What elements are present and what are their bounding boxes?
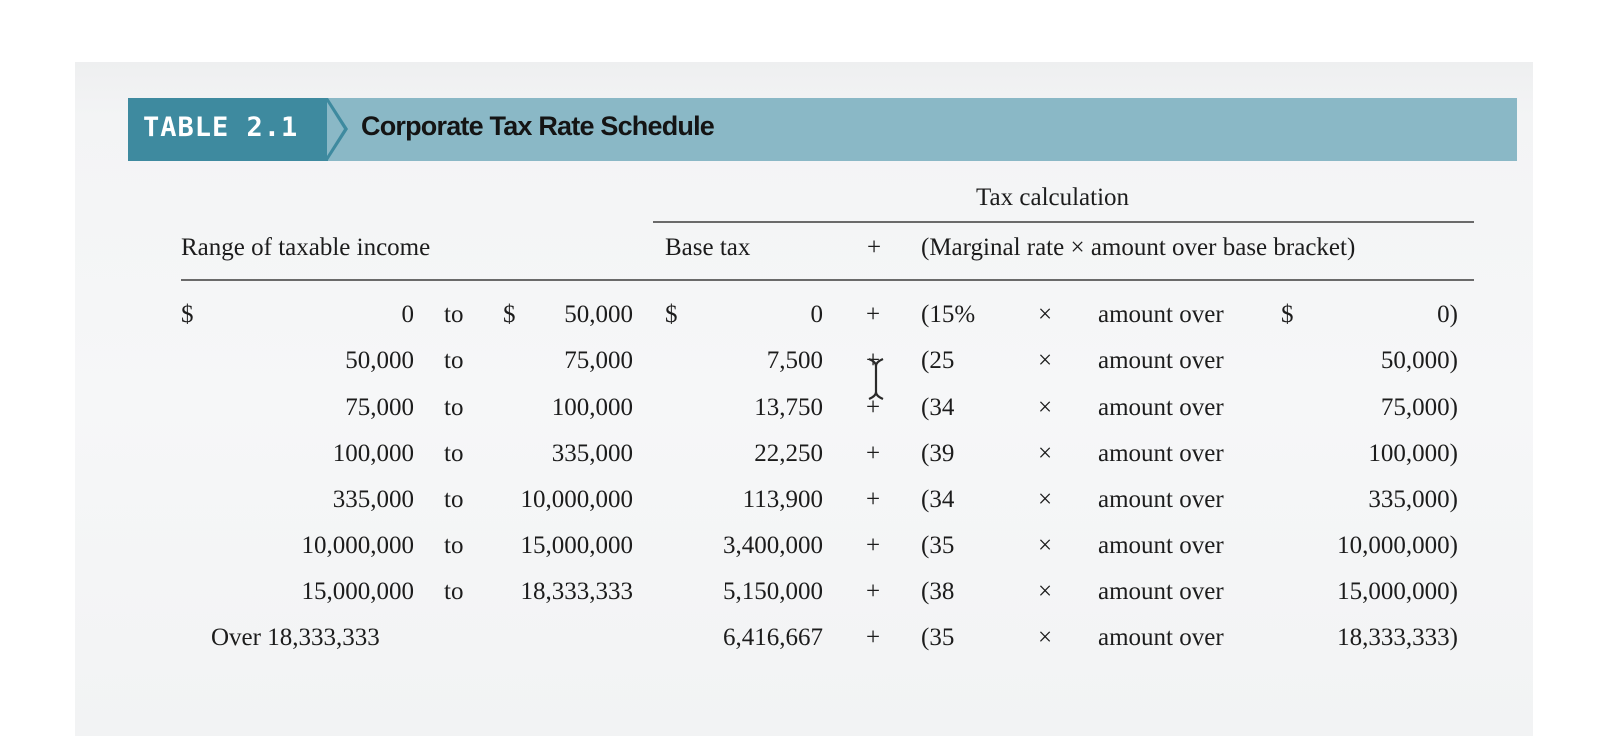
plus-sign: + xyxy=(865,624,881,651)
base-tax-value: 7,500 xyxy=(766,347,823,374)
times-sign: × xyxy=(1037,578,1053,605)
currency-sign: $ xyxy=(1281,301,1294,328)
base-tax-value: 0 xyxy=(810,301,823,328)
plus-sign: + xyxy=(865,347,881,374)
range-to-word: to xyxy=(444,440,464,467)
table-number: TABLE 2.1 xyxy=(143,112,299,143)
bracket-threshold: 50,000) xyxy=(1380,347,1458,374)
times-sign: × xyxy=(1037,301,1053,328)
income-lower-bound: 335,000 xyxy=(332,486,414,513)
income-upper-bound: 10,000,000 xyxy=(520,486,633,513)
income-lower-bound: 15,000,000 xyxy=(301,578,414,605)
income-lower-bound: Over 18,333,333 xyxy=(211,624,380,651)
base-tax-value: 113,900 xyxy=(742,486,823,513)
range-to-word: to xyxy=(444,578,464,605)
bracket-threshold: 18,333,333) xyxy=(1337,624,1458,651)
range-to-word: to xyxy=(444,532,464,559)
income-lower-bound: 75,000 xyxy=(345,394,414,421)
bracket-threshold: 0) xyxy=(1437,301,1458,328)
amount-over-text: amount over xyxy=(1098,624,1224,651)
range-to-word: to xyxy=(444,347,464,374)
plus-sign: + xyxy=(865,440,881,467)
amount-over-text: amount over xyxy=(1098,532,1224,559)
bracket-threshold: 100,000) xyxy=(1368,440,1458,467)
plus-sign: + xyxy=(865,578,881,605)
base-tax-column-header: Base tax xyxy=(665,234,751,261)
plus-sign: + xyxy=(865,532,881,559)
amount-over-text: amount over xyxy=(1098,578,1224,605)
income-upper-bound: 15,000,000 xyxy=(520,532,633,559)
range-to-word: to xyxy=(444,394,464,421)
bracket-threshold: 75,000) xyxy=(1380,394,1458,421)
table-title: Corporate Tax Rate Schedule xyxy=(361,111,714,141)
income-upper-bound: 75,000 xyxy=(564,347,633,374)
amount-over-text: amount over xyxy=(1098,486,1224,513)
marginal-rate: (34 xyxy=(921,394,955,421)
times-sign: × xyxy=(1037,532,1053,559)
marginal-rate: (39 xyxy=(921,440,955,467)
marginal-column-header: (Marginal rate × amount over base bracket) xyxy=(921,234,1356,261)
range-to-word: to xyxy=(444,486,464,513)
currency-sign: $ xyxy=(181,301,194,328)
base-tax-value: 13,750 xyxy=(754,394,823,421)
group-rule xyxy=(653,221,1474,223)
income-upper-bound: 335,000 xyxy=(551,440,633,467)
bracket-threshold: 335,000) xyxy=(1368,486,1458,513)
chevron-inner-shape xyxy=(327,102,344,156)
base-tax-value: 5,150,000 xyxy=(723,578,823,605)
marginal-rate: (38 xyxy=(921,578,955,605)
times-sign: × xyxy=(1037,624,1053,651)
range-to-word: to xyxy=(444,301,464,328)
tax-calculation-heading: Tax calculation xyxy=(976,184,1130,211)
plus-sign: + xyxy=(865,301,881,328)
base-tax-value: 22,250 xyxy=(754,440,823,467)
income-upper-bound: 18,333,333 xyxy=(520,578,633,605)
plus-sign: + xyxy=(865,394,881,421)
income-lower-bound: 100,000 xyxy=(332,440,414,467)
text-cursor-icon xyxy=(865,356,887,407)
currency-sign: $ xyxy=(503,301,516,328)
amount-over-text: amount over xyxy=(1098,301,1224,328)
times-sign: × xyxy=(1037,347,1053,374)
range-column-header: Range of taxable income xyxy=(181,234,431,261)
income-lower-bound: 10,000,000 xyxy=(301,532,414,559)
times-sign: × xyxy=(1037,394,1053,421)
header-rule xyxy=(181,279,1474,281)
amount-over-text: amount over xyxy=(1098,394,1224,421)
income-lower-bound: 0 xyxy=(401,301,414,328)
marginal-rate: (25 xyxy=(921,347,955,374)
times-sign: × xyxy=(1037,486,1053,513)
marginal-rate: (15% xyxy=(921,301,976,328)
bracket-threshold: 10,000,000) xyxy=(1337,532,1458,559)
amount-over-text: amount over xyxy=(1098,440,1224,467)
plus-column-header: + xyxy=(867,234,882,261)
base-tax-value: 6,416,667 xyxy=(723,624,823,651)
income-upper-bound: 100,000 xyxy=(551,394,633,421)
amount-over-text: amount over xyxy=(1098,347,1224,374)
bracket-threshold: 15,000,000) xyxy=(1337,578,1458,605)
plus-sign: + xyxy=(865,486,881,513)
times-sign: × xyxy=(1037,440,1053,467)
marginal-rate: (35 xyxy=(921,532,955,559)
currency-sign: $ xyxy=(665,301,678,328)
income-lower-bound: 50,000 xyxy=(345,347,414,374)
marginal-rate: (35 xyxy=(921,624,955,651)
marginal-rate: (34 xyxy=(921,486,955,513)
base-tax-value: 3,400,000 xyxy=(723,532,823,559)
income-upper-bound: 50,000 xyxy=(564,301,633,328)
